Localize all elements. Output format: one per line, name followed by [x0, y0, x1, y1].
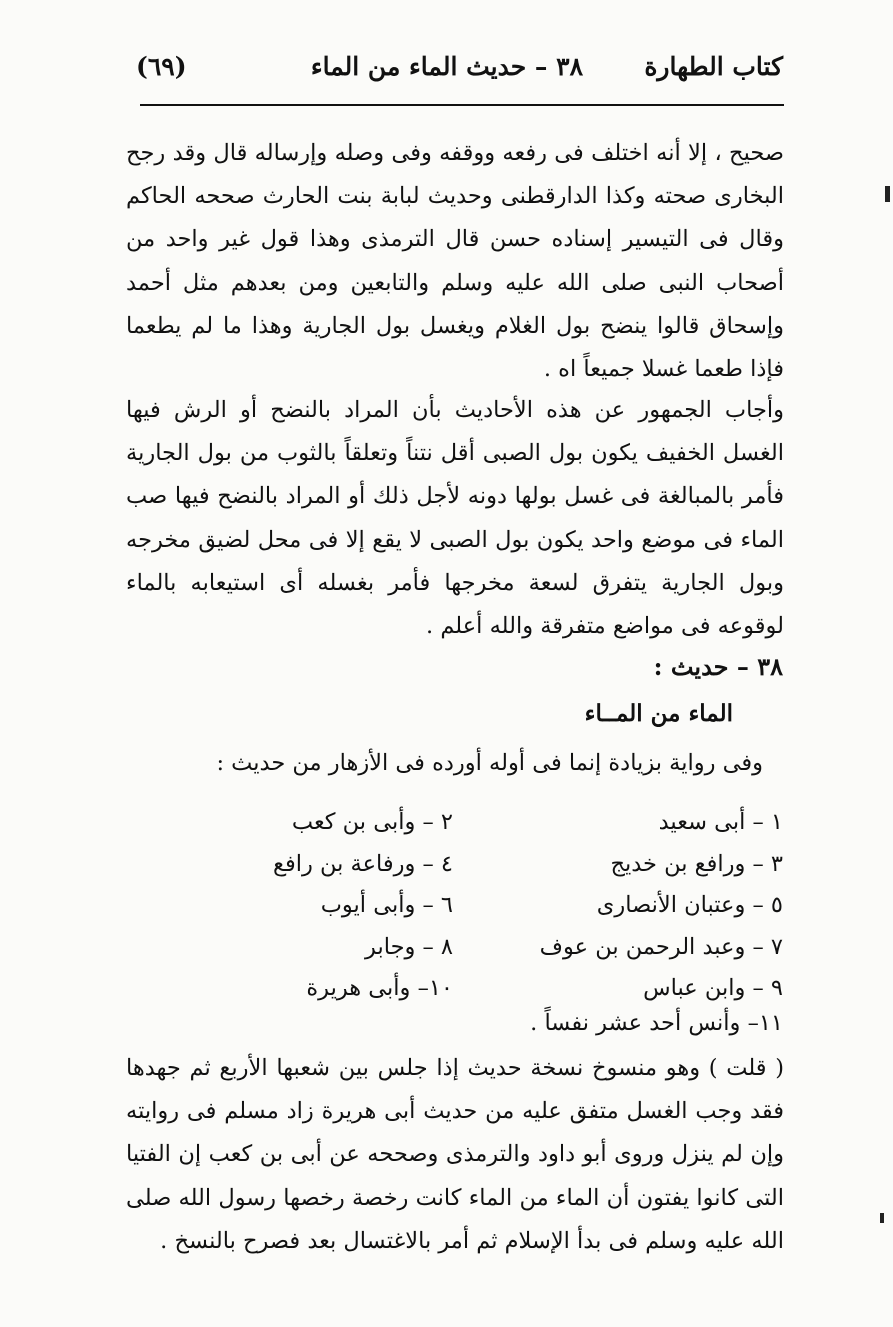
paragraph-commentary-3: ( قلت ) وهو منسوخ نسخة حديث إذا جلس بين شعبها الأربع ثم جهدها فقد وجب الغسل متفق عليه من حديث أبى هريرة زاد مسلم فى روايته وإن لم ينزل وروى أبو داود والترمذى وصححه عن أبى بن كعب إن الفتيا التى كانوا يفتون أن الماء من الماء كانت رخصة رخصها رسول الله صلى الله عليه وسلم فى بدأ الإسلام ثم أمر بالاغتسال بعد فصرح بالنسخ .	[126, 1055, 784, 1254]
paragraph-commentary-2: وأجاب الجمهور عن هذه الأحاديث بأن المراد بالنضح أو الرش فيها الغسل الخفيف يكون بول الصبى أقل نتناً وتعلقاً بالثوب من بول الجارية فأمر بالمبالغة فى غسل بولها دونه لأجل ذلك أو المراد بالنضح فيها صب الماء فى موضع واحد يكون بول الصبى لا يقع إلا فى محل لضيق مخرجه وبول الجارية يتفرق لسعة مخرجها فأمر بغسله أى استيعابه بالماء لوقوعه فى مواضع متفرقة والله أعلم .	[126, 397, 784, 640]
narrator-item: ١٠– وأبى هريرة	[306, 975, 453, 1001]
narrator-item: ٧ – وعبد الرحمن بن عوف	[539, 933, 783, 960]
narrator-item: ٩ – وابن عباس	[643, 975, 783, 1001]
narrator-item: ٨ – وجابر	[365, 933, 453, 960]
narrator-list-left	[253, 802, 453, 1010]
narrator-item: ٤ – ورفاعة بن رافع	[272, 850, 453, 877]
narrator-item: ١ – أبى سعيد	[658, 809, 783, 835]
narrator-item-last: ١١– وأنس أحد عشر نفساً .	[530, 1010, 783, 1036]
hadith-heading: ٣٨ – حديث :	[653, 652, 783, 681]
book-title: كتاب الطهارة	[644, 52, 783, 81]
narrator-item: ٢ – وأبى بن كعب	[291, 809, 453, 835]
narrator-item: ٣ – ورافع بن خديج	[610, 850, 783, 877]
paragraph-commentary-1: صحيح ، إلا أنه اختلف فى رفعه ووقفه وفى وصله وإرساله قال وقد رجح البخارى صحته وكذا الدارقطنى وحديث لبابة بنت الحارث صححه الحاكم وقال فى التيسير إسناده حسن قال الترمذى وهذا قول غير واحد من أصحاب النبى صلى الله عليه وسلم والتابعين ومن بعدهم مثل أحمد وإسحاق قالوا ينضح بول الغلام ويغسل بول الجارية وهذا ما لم يطعما فإذا طعما غسلا جميعاً اه .	[126, 140, 784, 383]
running-hadith-title: ٣٨ – حديث الماء من الماء	[310, 52, 583, 81]
hadith-text: الماء من المــاء	[584, 700, 733, 727]
page-header	[128, 52, 783, 92]
narrator-item: ٦ – وأبى أيوب	[320, 892, 453, 918]
narrator-item: ٥ – وعتبان الأنصارى	[596, 892, 783, 918]
narrator-list-right	[493, 802, 783, 1010]
page-number: (٦٩)	[136, 52, 187, 81]
header-rule	[140, 104, 784, 106]
scan-edge-mark	[880, 1213, 884, 1223]
scan-edge-mark	[885, 186, 890, 202]
narration-intro: وفى رواية بزيادة إنما فى أوله أورده فى الأزهار من حديث :	[216, 750, 763, 776]
